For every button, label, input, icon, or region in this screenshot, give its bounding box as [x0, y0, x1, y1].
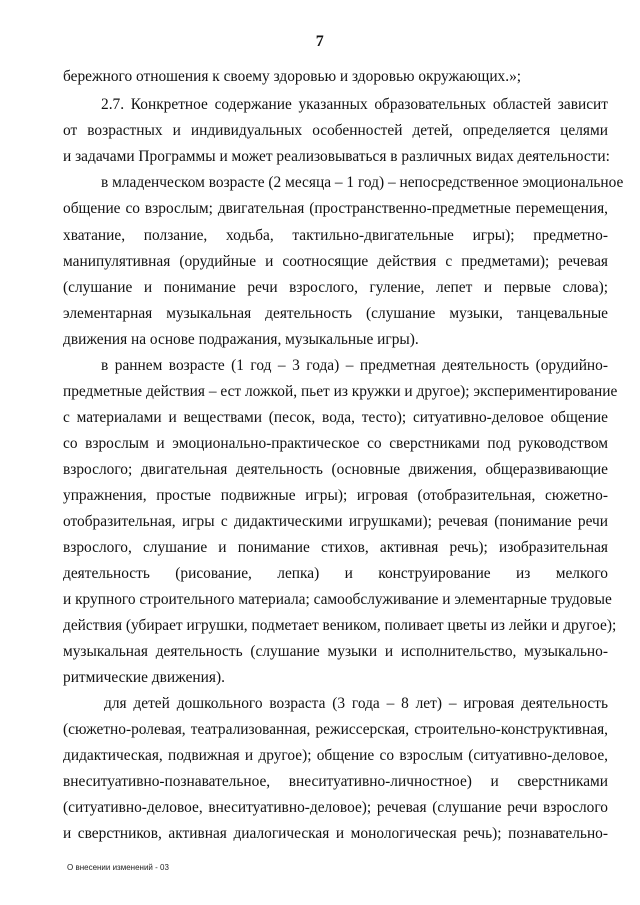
text-line: ритмические движения).	[63, 669, 225, 686]
text-line: в младенческом возрасте (2 месяца – 1 год) – непосредственное эмоциональное	[101, 174, 624, 191]
text-line: бережного отношения к своему здоровью и здоровью окружающих.»;	[63, 68, 522, 85]
footer-note: О внесении изменений - 03	[67, 863, 169, 872]
text-line: и сверстников, активная диалогическая и монологическая речь); познавательно-	[63, 825, 608, 842]
page-number: 7	[315, 33, 325, 50]
text-line: с материалами и веществами (песок, вода, тесто); ситуативно-деловое общение	[63, 409, 608, 426]
text-line: и задачами Программы и может реализовываться в различных видах деятельности:	[63, 148, 610, 165]
text-line: манипулятивная (орудийные и соотносящие действия с предметами); речевая	[63, 253, 608, 270]
text-line: (сюжетно-ролевая, театрализованная, режиссерская, строительно-конструктивная,	[63, 721, 608, 738]
text-line: от возрастных и индивидуальных особенностей детей, определяется целями	[63, 122, 608, 139]
text-line: движения на основе подражания, музыкальные игры).	[63, 331, 419, 348]
text-line: в раннем возрасте (1 год – 3 года) – предметная деятельность (орудийно-	[101, 357, 608, 374]
text-line: внеситуативно-познавательное, внеситуативно-личностное) и сверстниками	[63, 773, 608, 790]
text-line: взрослого; двигательная деятельность (основные движения, общеразвивающие	[63, 461, 608, 478]
text-line: 2.7. Конкретное содержание указанных образовательных областей зависит	[101, 96, 608, 113]
text-line: деятельность (рисование, лепка) и конструирование из мелкого	[63, 565, 608, 582]
text-line: и крупного строительного материала; самообслуживание и элементарные трудовые	[63, 591, 612, 608]
text-line: дидактическая, подвижная и другое); общение со взрослым (ситуативно-деловое,	[63, 747, 608, 764]
text-line: хватание, ползание, ходьба, тактильно-двигательные игры); предметно-	[63, 227, 608, 244]
text-line: со взрослым и эмоционально-практическое со сверстниками под руководством	[63, 435, 608, 452]
text-line: (ситуативно-деловое, внеситуативно-деловое); речевая (слушание речи взрослого	[63, 799, 608, 816]
text-line: предметные действия – ест ложкой, пьет из кружки и другое); экспериментирование	[63, 383, 618, 400]
text-line: упражнения, простые подвижные игры); игровая (отобразительная, сюжетно-	[63, 487, 608, 504]
text-line: взрослого, слушание и понимание стихов, активная речь); изобразительная	[63, 539, 608, 556]
text-line: действия (убирает игрушки, подметает веником, поливает цветы из лейки и другое);	[63, 617, 617, 634]
text-line: отобразительная, игры с дидактическими игрушками); речевая (понимание речи	[63, 513, 608, 530]
text-line: общение со взрослым; двигательная (пространственно-предметные перемещения,	[63, 200, 608, 217]
text-line: для детей дошкольного возраста (3 года – 8 лет) – игровая деятельность	[104, 695, 608, 712]
text-line: элементарная музыкальная деятельность (слушание музыки, танцевальные	[63, 305, 608, 322]
text-line: (слушание и понимание речи взрослого, гуление, лепет и первые слова);	[63, 279, 608, 296]
text-line: музыкальная деятельность (слушание музыки и исполнительство, музыкально-	[63, 643, 608, 660]
